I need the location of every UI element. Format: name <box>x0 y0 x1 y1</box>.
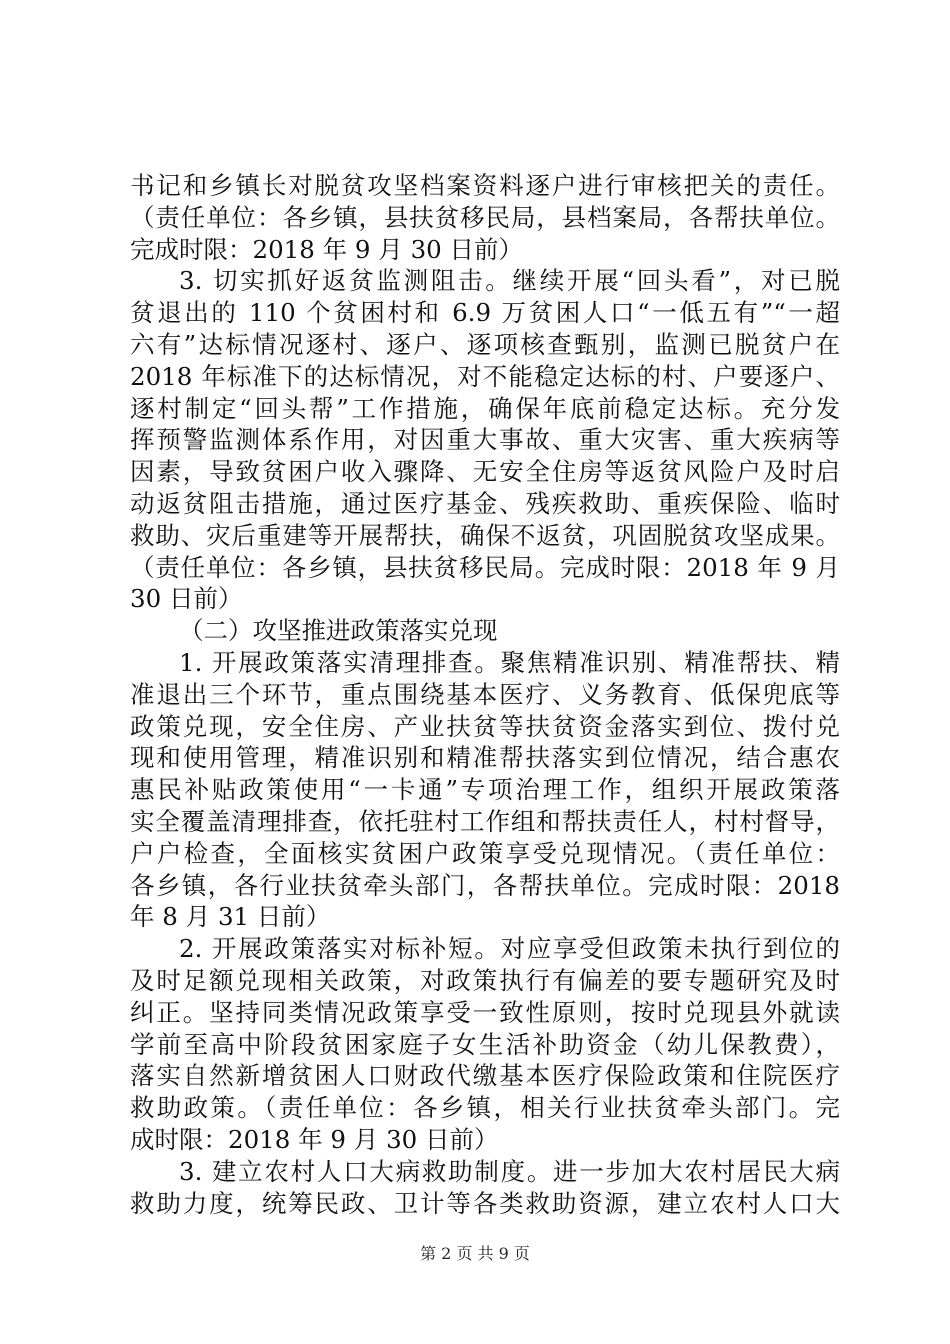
body-line: 挥预警监测体系作用，对因重大事故、重大灾害、重大疾病等 <box>130 425 840 455</box>
body-line: 2018 年标准下的达标情况，对不能稳定达标的村、户要逐户、 <box>130 361 840 391</box>
body-line: 落实自然新增贫困人口财政代缴基本医疗保险政策和住院医疗 <box>130 1061 840 1091</box>
body-line: 成时限：2018 年 9 月 30 日前） <box>130 1124 499 1154</box>
body-line: 动返贫阻击措施，通过医疗基金、残疾救助、重疾保险、临时 <box>130 488 840 518</box>
body-line: （责任单位：各乡镇，县扶贫移民局，县档案局，各帮扶单位。 <box>130 202 840 232</box>
body-line: 年 8 月 31 日前） <box>130 902 331 932</box>
body-line: 准退出三个环节，重点围绕基本医疗、义务教育、低保兜底等 <box>130 679 840 709</box>
paragraph-start-line: 2. 开展政策落实对标补短。对应享受但政策未执行到位的 <box>179 934 840 964</box>
body-line: 书记和乡镇长对脱贫攻坚档案资料逐户进行审核把关的责任。 <box>130 171 840 200</box>
body-line: 政策兑现，安全住房、产业扶贫等扶贫资金落实到位、拨付兑 <box>130 711 840 741</box>
body-line: 学前至高中阶段贫困家庭子女生活补助资金（幼儿保教费）， <box>130 1029 840 1059</box>
body-line: 户户检查，全面核实贫困户政策享受兑现情况。（责任单位： <box>130 838 840 868</box>
body-line: 逐村制定“回头帮”工作措施，确保年底前稳定达标。充分发 <box>130 393 840 423</box>
body-line: 惠民补贴政策使用“一卡通”专项治理工作，组织开展政策落 <box>130 775 840 805</box>
section-heading: （二）攻坚推进政策落实兑现 <box>179 616 498 646</box>
paragraph-start-line: 1. 开展政策落实清理排查。聚焦精准识别、精准帮扶、精 <box>179 647 840 677</box>
body-line: 纠正。坚持同类情况政策享受一致性原则，按时兑现县外就读 <box>130 997 840 1027</box>
body-line: 实全覆盖清理排查，依托驻村工作组和帮扶责任人，村村督导， <box>130 806 840 836</box>
body-line: 及时足额兑现相关政策，对政策执行有偏差的要专题研究及时 <box>130 965 840 995</box>
page-number-footer: 第 2 页 共 9 页 <box>420 1244 530 1263</box>
body-line: 救助政策。（责任单位：各乡镇，相关行业扶贫牵头部门。完 <box>130 1093 840 1123</box>
paragraph-start-line: 3. 切实抓好返贫监测阻击。继续开展“回头看”，对已脱 <box>179 266 840 296</box>
body-line: （责任单位：各乡镇，县扶贫移民局。完成时限：2018 年 9 月 <box>130 552 840 582</box>
body-line: 贫退出的 110 个贫困村和 6.9 万贫困人口“一低五有”“一超 <box>130 298 840 328</box>
document-body <box>130 170 840 1219</box>
body-line: 各乡镇，各行业扶贫牵头部门，各帮扶单位。完成时限：2018 <box>130 870 840 900</box>
paragraph-start-line: 3. 建立农村人口大病救助制度。进一步加大农村居民大病 <box>179 1156 840 1186</box>
body-line: 因素，导致贫困户收入骤降、无安全住房等返贫风险户及时启 <box>130 457 840 487</box>
body-line: 救助力度，统筹民政、卫计等各类救助资源，建立农村人口大 <box>130 1188 840 1218</box>
body-line: 完成时限：2018 年 9 月 30 日前） <box>130 234 524 264</box>
body-line: 六有”达标情况逐村、逐户、逐项核查甄别，监测已脱贫户在 <box>130 329 840 359</box>
body-line: 现和使用管理，精准识别和精准帮扶落实到位情况，结合惠农 <box>130 743 840 773</box>
body-line: 救助、灾后重建等开展帮扶，确保不返贫，巩固脱贫攻坚成果。 <box>130 520 840 550</box>
body-line: 30 日前） <box>130 584 243 614</box>
